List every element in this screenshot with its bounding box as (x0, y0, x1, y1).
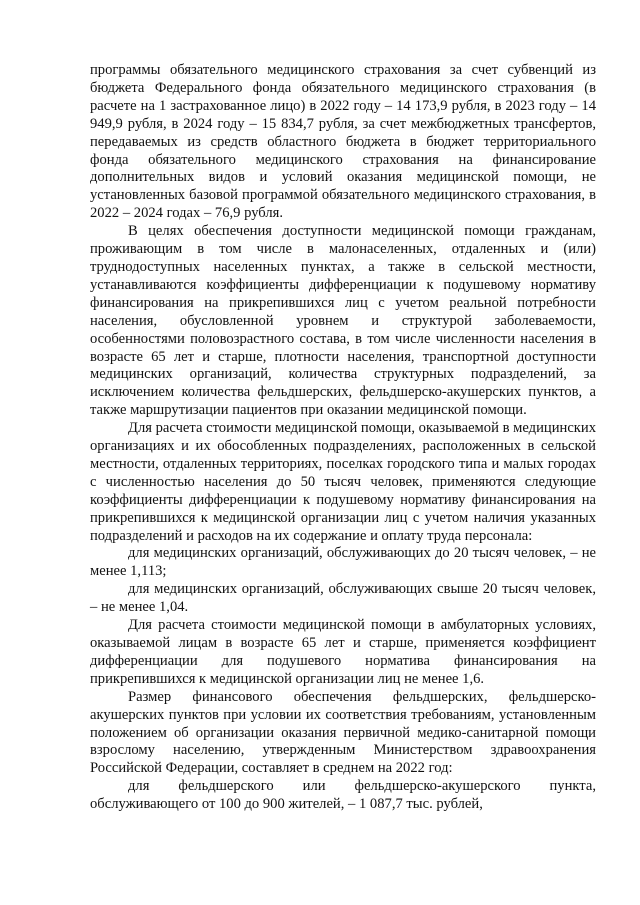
document-page (90, 62, 596, 814)
paragraph-coefficient-65-plus: Для расчета стоимости медицинской помощи в амбулаторных условиях, оказываемой лицам в возрасте 65 лет и старше, применяется коэффициент дифференциации для подушевого норматива финансирования на прикрепившихся к медицинской организации лиц не менее 1,6. (90, 617, 596, 687)
paragraph-coefficient-up-to-20k: для медицинских организаций, обслуживающих до 20 тысяч человек, – не менее 1,113; (90, 545, 596, 580)
paragraph-rural-cost-calculation: Для расчета стоимости медицинской помощи, оказываемой в медицинских организациях и их обособленных подразделениях, расположенных в сельской местности, отдаленных территориях, поселках городского типа и малых городах с численностью населения до 50 тысяч человек, применяются следующие коэффициенты дифференциации к подушевому нормативу финансирования на прикрепившихся к медицинской организации лиц с учетом наличия указанных подразделений и расходов на их содержание и оплату труда персонала: (90, 420, 596, 544)
paragraph-feldsher-100-900: для фельдшерского или фельдшерско-акушерского пункта, обслуживающего от 100 до 900 жителей, – 1 087,7 тыс. рублей, (90, 778, 596, 813)
paragraph-program-funding: программы обязательного медицинского страхования за счет субвенций из бюджета Федерального фонда обязательного медицинского страхования (в расчете на 1 застрахованное лицо) в 2022 году – 14 173,9 рубля, в 2023 году – 14 949,9 рубля, в 2024 году – 15 834,7 рубля, за счет межбюджетных трансфертов, передаваемых из средств областного бюджета в бюджет территориального фонда обязательного медицинского страхования на финансирование дополнительных видов и условий оказания медицинской помощи, не установленных базовой программой обязательного медицинского страхования, в 2022 – 2024 годах – 76,9 рубля. (90, 62, 596, 222)
paragraph-accessibility-coefficients: В целях обеспечения доступности медицинской помощи гражданам, проживающим в том числе в малонаселенных, отдаленных и (или) труднодоступных населенных пунктах, а также в сельской местности, устанавливаются коэффициенты дифференциации к подушевому нормативу финансирования на прикрепившихся лиц с учетом реальной потребности населения, обусловленной уровнем и структурой заболеваемости, особенностями половозрастного состава, в том числе численности населения в возрасте 65 лет и старше, плотности населения, транспортной доступности медицинских организаций, количества структурных подразделений, за исключением количества фельдшерских, фельдшерско-акушерских пунктов, а также маршрутизации пациентов при оказании медицинской помощи. (90, 223, 596, 419)
paragraph-coefficient-over-20k: для медицинских организаций, обслуживающих свыше 20 тысяч человек, – не менее 1,04. (90, 581, 596, 616)
paragraph-feldsher-funding: Размер финансового обеспечения фельдшерских, фельдшерско-акушерских пунктов при условии их соответствия требованиям, установленным положением об организации оказания первичной медико-санитарной помощи взрослому населению, утвержденным Министерством здравоохранения Российской Федерации, составляет в среднем на 2022 год: (90, 688, 596, 777)
